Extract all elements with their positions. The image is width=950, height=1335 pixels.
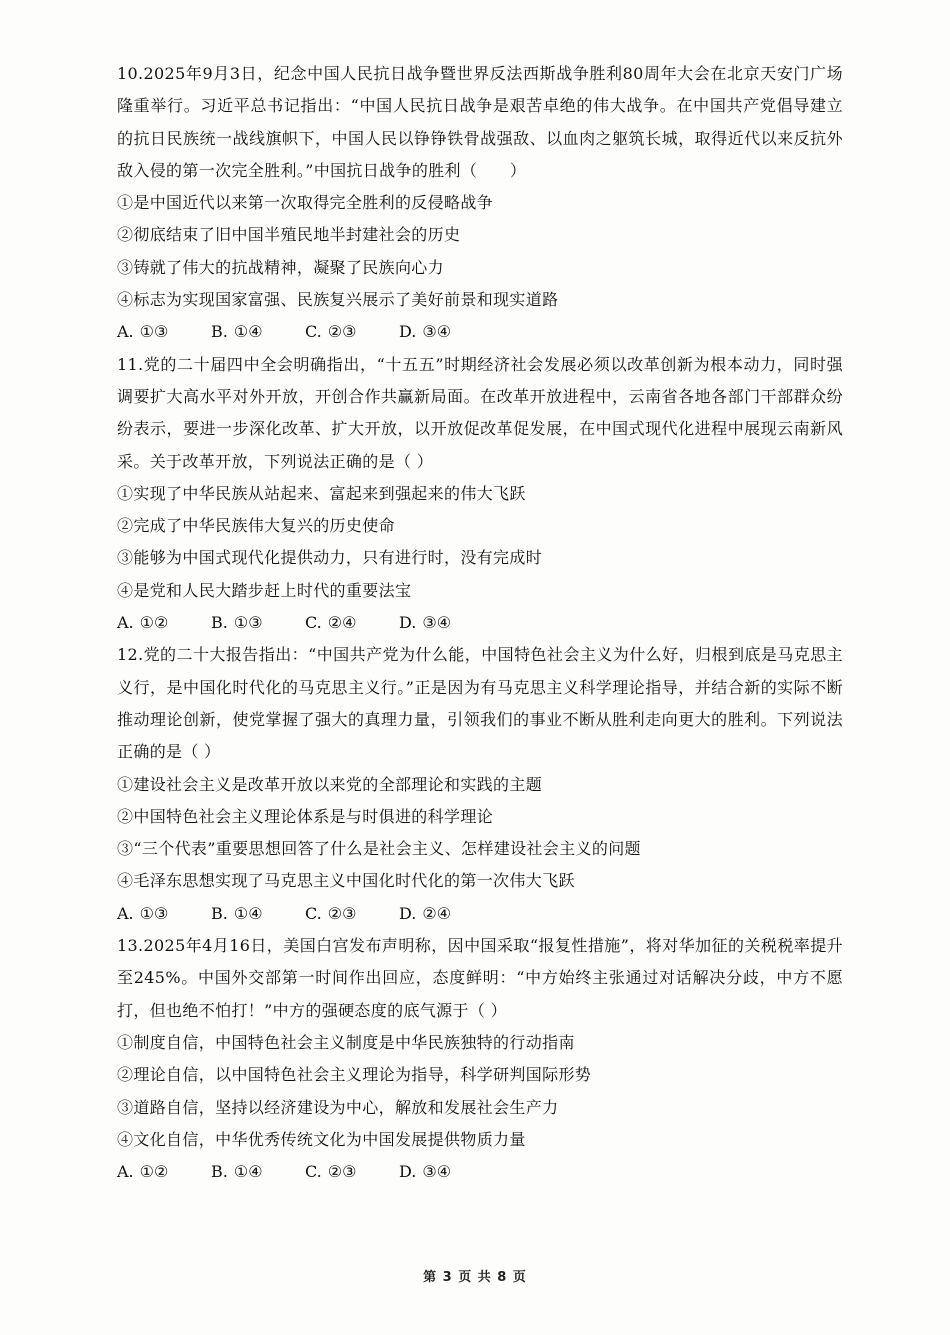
question-stem: 11.党的二十届四中全会明确指出，“十五五”时期经济社会发展必须以改革创新为根本动力，同时强调要扩大高水平对外开放，开创合作共赢新局面。在改革开放进程中，云南省各地各部门干部群众纷纷表示，要进一步深化改革、扩大开放，以开放促改革促发展，在中国式现代化进程中展现云南新风采。关于改革开放，下列说法正确的是（ ） <box>117 354 843 471</box>
option-1: ①制度自信，中国特色社会主义制度是中华民族独特的行动指南 <box>117 1032 575 1052</box>
option-2: ②理论自信，以中国特色社会主义理论为指导，科学研判国际形势 <box>117 1065 592 1085</box>
answer-choices <box>117 316 843 348</box>
option-1: ①建设社会主义是改革开放以来党的全部理论和实践的主题 <box>117 774 543 794</box>
option-1: ①实现了中华民族从站起来、富起来到强起来的伟大飞跃 <box>117 483 526 503</box>
choice-d: D. ③④ <box>399 322 452 342</box>
question-12 <box>117 639 843 930</box>
choice-a: A. ①② <box>117 613 169 633</box>
option-4: ④毛泽东思想实现了马克思主义中国化时代化的第一次伟大飞跃 <box>117 871 575 891</box>
choice-d: D. ③④ <box>399 1162 452 1182</box>
choice-a: A. ①③ <box>117 322 169 342</box>
option-4: ④标志为实现国家富强、民族复兴展示了美好前景和现实道路 <box>117 290 559 310</box>
answer-choices <box>117 607 843 639</box>
page-number: 第 3 页 共 8 页 <box>423 1270 527 1285</box>
choice-c: C. ②④ <box>305 613 357 633</box>
option-4: ④文化自信，中华优秀传统文化为中国发展提供物质力量 <box>117 1129 526 1149</box>
question-list <box>117 58 843 1188</box>
option-3: ③道路自信，坚持以经济建设为中心，解放和发展社会生产力 <box>117 1097 559 1117</box>
option-4: ④是党和人民大踏步赶上时代的重要法宝 <box>117 580 412 600</box>
option-1: ①是中国近代以来第一次取得完全胜利的反侵略战争 <box>117 193 494 213</box>
option-2: ②完成了中华民族伟大复兴的历史使命 <box>117 516 395 536</box>
choice-d: D. ②④ <box>399 903 452 923</box>
choice-d: D. ③④ <box>399 613 452 633</box>
answer-choices <box>117 898 843 930</box>
choice-b: B. ①③ <box>211 613 263 633</box>
choice-b: B. ①④ <box>211 1162 263 1182</box>
option-2: ②中国特色社会主义理论体系是与时俱进的科学理论 <box>117 806 494 826</box>
choice-c: C. ②③ <box>305 903 357 923</box>
answer-choices <box>117 1156 843 1188</box>
option-3: ③“三个代表”重要思想回答了什么是社会主义、怎样建设社会主义的问题 <box>117 839 641 859</box>
question-13 <box>117 930 843 1188</box>
choice-b: B. ①④ <box>211 903 263 923</box>
question-stem: 13.2025年4月16日，美国白宫发布声明称，因中国采取“报复性措施”，将对华加征的关税税率提升至245%。中国外交部第一时间作出回应，态度鲜明：“中方始终主张通过对话解决分歧，中方不愿打，但也绝不怕打！”中方的强硬态度的底气源于（ ） <box>117 936 843 1020</box>
question-11 <box>117 349 843 640</box>
option-3: ③能够为中国式现代化提供动力，只有进行时，没有完成时 <box>117 548 543 568</box>
question-10 <box>117 58 843 349</box>
choice-a: A. ①② <box>117 1162 169 1182</box>
option-2: ②彻底结束了旧中国半殖民地半封建社会的历史 <box>117 225 461 245</box>
choice-b: B. ①④ <box>211 322 263 342</box>
question-stem: 12.党的二十大报告指出：“中国共产党为什么能，中国特色社会主义为什么好，归根到底是马克思主义行，是中国化时代化的马克思主义行。”正是因为有马克思主义科学理论指导，并结合新的实际不断推动理论创新，使党掌握了强大的真理力量，引领我们的事业不断从胜利走向更大的胜利。下列说法正确的是（ ） <box>117 645 843 762</box>
choice-a: A. ①③ <box>117 903 169 923</box>
choice-c: C. ②③ <box>305 322 357 342</box>
question-stem: 10.2025年9月3日，纪念中国人民抗日战争暨世界反法西斯战争胜利80周年大会在北京天安门广场隆重举行。习近平总书记指出：“中国人民抗日战争是艰苦卓绝的伟大战争。在中国共产党倡导建立的抗日民族统一战线旗帜下，中国人民以铮铮铁骨战强敌、以血肉之躯筑长城，取得近代以来反抗外敌入侵的第一次完全胜利。”中国抗日战争的胜利（ ） <box>117 64 843 180</box>
choice-c: C. ②③ <box>305 1162 357 1182</box>
option-3: ③铸就了伟大的抗战精神，凝聚了民族向心力 <box>117 257 445 277</box>
